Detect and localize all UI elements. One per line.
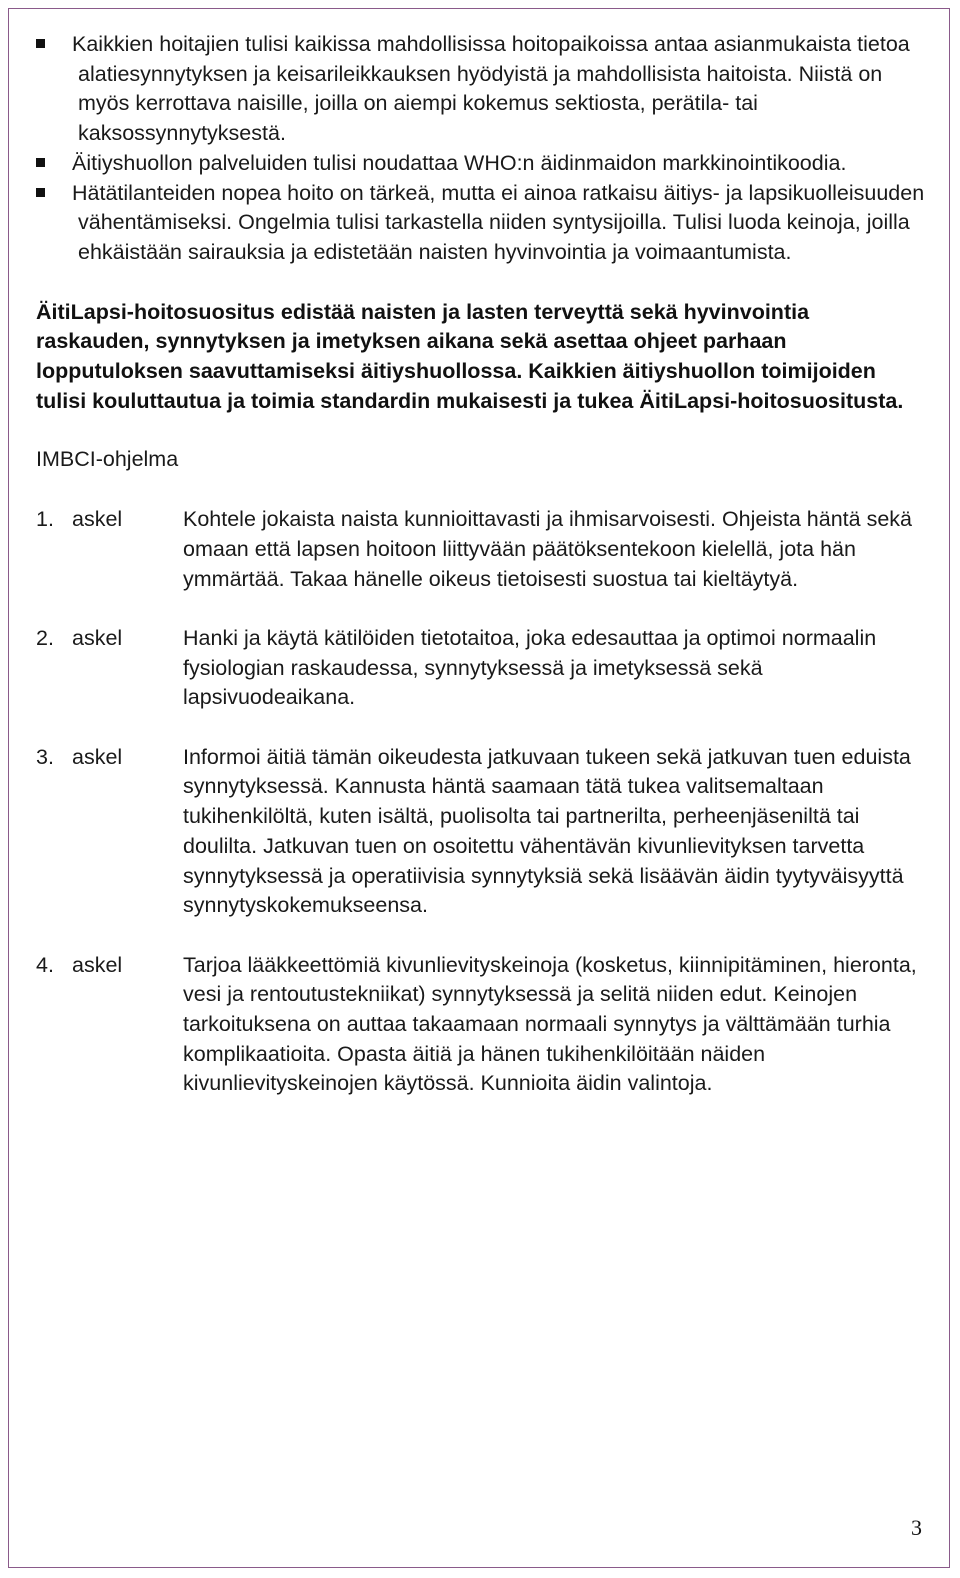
step-number: 4. (36, 952, 54, 977)
step-row (36, 951, 926, 1100)
square-bullet-icon (36, 39, 45, 48)
step-word: askel (72, 952, 123, 977)
step-number: 1. (36, 507, 54, 532)
summary-paragraph: ÄitiLapsi-hoitosuositus edistää naisten ja lasten terveyttä sekä hyvinvointia raskauden, synnytyksen ja imetyksen aikana sekä asettaa ohjeet parhaan lopputuloksen saavuttamiseksi äitiyshuollossa. Kaikkien äitiyshuollon toimijoiden tulisi kouluttautua ja toimia standardin mukaisesti ja tukea ÄitiLapsi-hoitosuositusta. (36, 299, 904, 413)
square-bullet-icon (36, 158, 45, 167)
list-item-text: Hätätilanteiden nopea hoito on tärkeä, mutta ei ainoa ratkaisu äitiys- ja lapsikuolleisuuden vähentämiseksi. Ongelmia tulisi tarkastella niiden syntysijoilla. Tulisi luoda keinoja, joilla ehkäistään sairauksia ja edistetään naisten hyvinvointia ja voimaantumista. (72, 180, 925, 264)
list-item (36, 179, 926, 268)
recommendation-list (36, 30, 926, 268)
program-title: IMBCI-ohjelma (36, 447, 179, 472)
step-number: 2. (36, 625, 54, 650)
step-label (36, 743, 183, 921)
step-word: askel (72, 507, 123, 532)
step-text: Hanki ja käytä kätilöiden tietotaitoa, joka edesauttaa ja optimoi normaalin fysiologian raskaudessa, synnytyksessä ja imetyksessä sekä lapsivuodeaikana. (183, 625, 877, 710)
step-number: 3. (36, 744, 54, 769)
document-body (36, 30, 926, 1129)
step-label (36, 951, 183, 1100)
step-row (36, 624, 926, 713)
square-bullet-icon (36, 188, 45, 197)
list-item-text: Kaikkien hoitajien tulisi kaikissa mahdollisissa hoitopaikoissa antaa asianmukaista tietoa alatiesynnytyksen ja keisarileikkauksen hyödyistä ja mahdollisista haitoista. Niistä on myös kerrottava naisille, joilla on aiempi kokemus sektiosta, perätila- tai kaksossynnytyksestä. (72, 32, 910, 146)
step-text: Informoi äitiä tämän oikeudesta jatkuvaan tukeen sekä jatkuvan tuen eduista synnytyksessä. Kannusta häntä saamaan tätä tukea valitsemaltaan tukihenkilöltä, kuten isältä, puolisolta tai partnerilta, perheenjäseniltä tai doulilta. Jatkuvan tuen on osoitettu vähentävän kivunlievityksen tarvetta synnytyksessä ja operatiivisia synnytyksiä sekä lisäävän äidin tyytyväisyyttä synnytyskokemukseensa. (183, 744, 911, 918)
step-text: Kohtele jokaista naista kunnioittavasti ja ihmisarvoisesti. Ohjeista häntä sekä omaan että lapsen hoitoon liittyvään päätöksentekoon kielellä, jota hän ymmärtää. Takaa hänelle oikeus tietoisesti suostua tai kieltäytyä. (183, 507, 912, 591)
step-row (36, 505, 926, 594)
step-row (36, 743, 926, 921)
list-item (36, 30, 926, 149)
step-label (36, 624, 183, 713)
step-word: askel (72, 625, 123, 650)
list-item-text: Äitiyshuollon palveluiden tulisi noudattaa WHO:n äidinmaidon markkinointikoodia. (72, 150, 847, 175)
step-label (36, 505, 183, 594)
page-number: 3 (911, 1515, 922, 1540)
steps-list (36, 505, 926, 1099)
step-text: Tarjoa lääkkeettömiä kivunlievityskeinoja (kosketus, kiinnipitäminen, hieronta, vesi ja rentoutustekniikat) synnytyksessä ja selitä niiden edut. Keinojen tarkoituksena on auttaa takaamaan normaali synnytys ja välttämään turhia komplikaatioita. Opasta äitiä ja hänen tukihenkilöitään näiden kivunlievityskeinojen käytössä. Kunnioita äidin valintoja. (183, 952, 917, 1096)
step-word: askel (72, 744, 123, 769)
list-item (36, 149, 926, 179)
